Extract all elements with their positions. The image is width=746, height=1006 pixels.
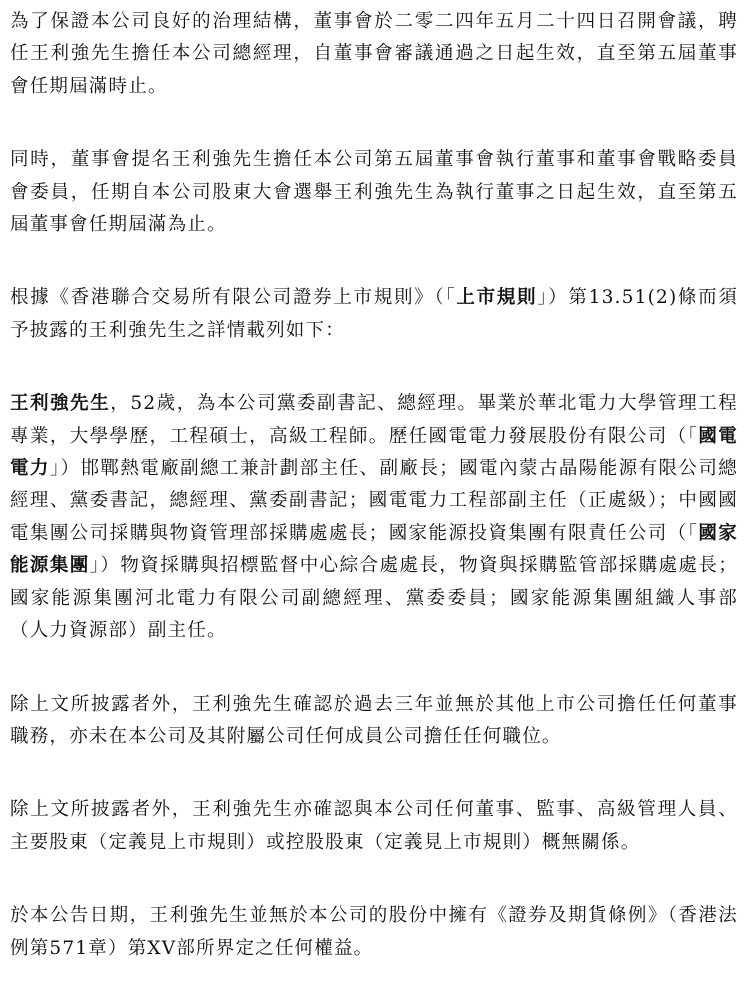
defined-term-gd-power: 國電電力 xyxy=(10,425,738,480)
paragraph-nomination: 同時，董事會提名王利強先生擔任本公司第五屆董事會執行董事和董事會戰略委員會委員，任期自本公司股東大會選舉王利強先生為執行董事之日起生效，直至第五屆董事會任期屆滿為止。 xyxy=(10,149,738,236)
announcement-body xyxy=(10,6,738,1006)
paragraph-directorships: 除上文所披露者外，王利強先生確認於過去三年並無於其他上市公司擔任任何董事職務，亦未在本公司及其附屬公司任何成員公司擔任任何職位。 xyxy=(10,693,738,747)
defined-term-listing-rules: 上市規則 xyxy=(456,287,538,309)
text-segment: 」）第13.51(2)條而須予披露的王利強先生之詳情載列如下： xyxy=(10,287,739,341)
text-segment: 」）物資採購與招標監督中心綜合處處長，物資與採購監管部採購處處長；國家能源集團河北電力有限公司副總經理、黨委委員；國家能源集團組織人事部（人力資源部）副主任。 xyxy=(10,555,738,642)
paragraph-appointment: 為了保證本公司良好的治理結構，董事會於二零二四年五月二十四日召開會議，聘任王利強先生擔任本公司總經理，自董事會審議通過之日起生效，直至第五屆董事會任期屆滿時止。 xyxy=(10,11,738,97)
text-segment: ，52歲，為本公司黨委副書記、總經理。畢業於華北電力大學管理工程專業，大學學歷，工程碩士，高級工程師。歷任國電電力發展股份有限公司（「 xyxy=(10,393,738,447)
text-segment: 根據《香港聯合交易所有限公司證券上市規則》（「 xyxy=(10,287,457,309)
paragraph-listing-rules xyxy=(10,282,738,347)
text-segment: 」）邯鄲熱電廠副總工兼計劃部主任、副廠長；國電內蒙古晶陽能源有限公司總經理、黨委書記，總經理、黨委副書記；國電電力工程部副主任（正處級）；中國國電集團公司採購與物資管理部採購處處長；國家能源投資集團有限責任公司（「 xyxy=(10,458,738,544)
paragraph-biography xyxy=(10,388,738,647)
defined-term-chn-energy: 國家能源集團 xyxy=(10,522,738,577)
paragraph-interests: 於本公告日期，王利強先生並無於本公司的股份中擁有《證券及期貨條例》（香港法例第571章）第XV部所界定之任何權益。 xyxy=(10,905,738,959)
paragraph-relationships: 除上文所披露者外，王利強先生亦確認與本公司任何董事、監事、高級管理人員、主要股東（定義見上市規則）或控股股東（定義見上市規則）概無關係。 xyxy=(10,799,738,853)
person-name: 王利強先生 xyxy=(10,393,111,415)
